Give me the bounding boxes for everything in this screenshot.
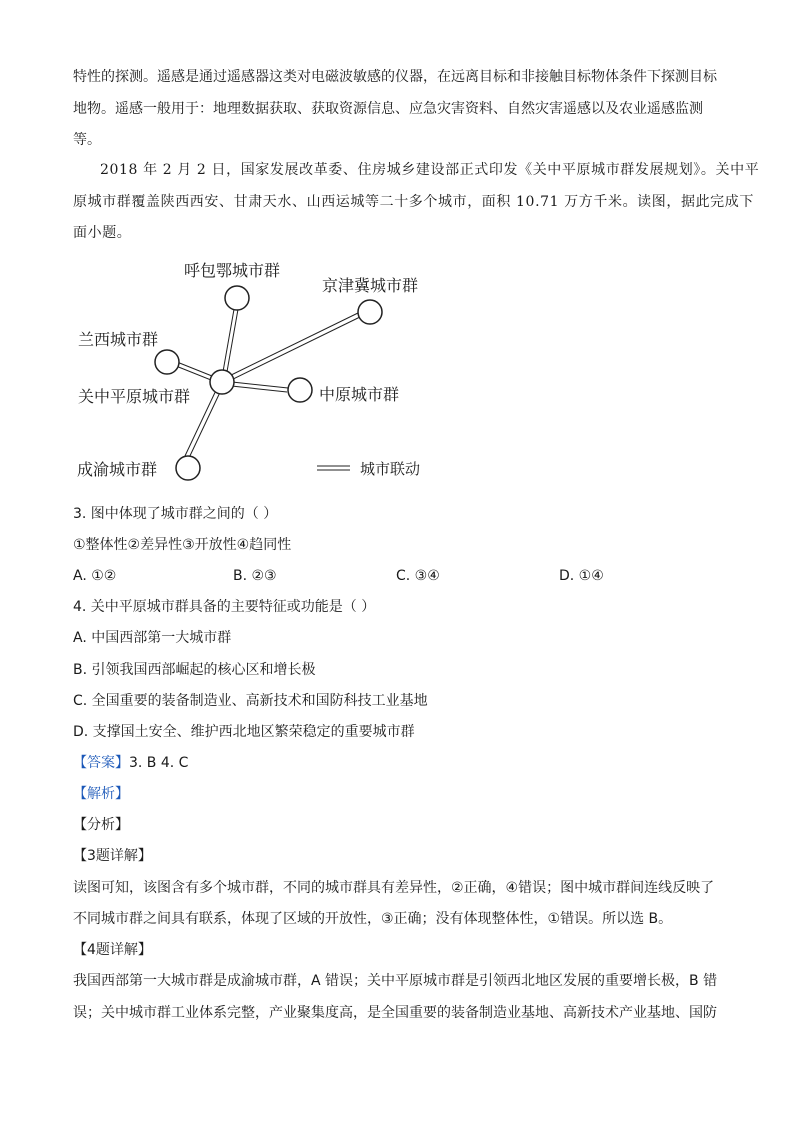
- q3-option-d[interactable]: D. ①④: [559, 568, 604, 584]
- q4-detail-heading: 【4题详解】: [73, 942, 152, 958]
- node-chengyu: [176, 456, 200, 480]
- q3-option-a[interactable]: A. ①②: [73, 568, 117, 584]
- answer-label: 【答案】: [73, 755, 129, 771]
- q4-option-b[interactable]: B. 引领我国西部崛起的核心区和增长极: [73, 662, 316, 678]
- q3-detail-heading: 【3题详解】: [73, 848, 152, 864]
- q4-stem: 4. 关中平原城市群具备的主要特征或功能是（ ）: [73, 599, 376, 615]
- passage-line-3: 面小题。: [73, 225, 132, 241]
- node-lanxi: [155, 350, 179, 374]
- label-hubaoe: 呼包鄂城市群: [184, 261, 281, 280]
- label-jingjinji: 京津冀城市群: [322, 276, 419, 295]
- q4-option-c[interactable]: C. 全国重要的装备制造业、高新技术和国防科技工业基地: [73, 693, 428, 709]
- q3-stem: 3. 图中体现了城市群之间的（ ）: [73, 506, 278, 522]
- intro-line-1: 特性的探测。遥感是通过遥感器这类对电磁波敏感的仪器，在远离目标和非接触目标物体条件下探测目标: [73, 69, 717, 85]
- city-cluster-diagram: [60, 250, 460, 490]
- q3-option-c[interactable]: C. ③④: [396, 568, 440, 584]
- node-zhongyuan: [288, 378, 312, 402]
- fenxi-heading: 【分析】: [73, 817, 129, 833]
- passage-line-1: 2018 年 2 月 2 日，国家发展改革委、住房城乡建设部正式印发《关中平原城市群发展规划》。关中平: [100, 162, 760, 178]
- q3-detail-line-1: 读图可知，该图含有多个城市群，不同的城市群具有差异性，②正确，④错误；图中城市群间连线反映了: [73, 880, 715, 896]
- label-center: 关中平原城市群: [78, 387, 191, 406]
- q3-choices: ①整体性②差异性③开放性④趋同性: [73, 537, 292, 553]
- label-chengyu: 成渝城市群: [77, 460, 158, 479]
- answer-text: 3. B 4. C: [129, 755, 189, 771]
- label-zhongyuan: 中原城市群: [319, 385, 400, 404]
- link-jingjinji: [221, 312, 360, 380]
- q3-option-b[interactable]: B. ②③: [233, 568, 277, 584]
- q3-detail-line-2: 不同城市群之间具有联系，体现了区域的开放性，③正确；没有体现整体性，①错误。所以选 B。: [73, 911, 673, 927]
- label-lanxi: 兰西城市群: [78, 330, 159, 349]
- q4-option-a[interactable]: A. 中国西部第一大城市群: [73, 630, 232, 646]
- node-center: [210, 370, 234, 394]
- q4-detail-line-1: 我国西部第一大城市群是成渝城市群，A 错误；关中平原城市群是引领西北地区发展的重要增长极，B 错: [73, 973, 718, 989]
- jiexi-heading: 【解析】: [73, 786, 129, 802]
- q4-detail-line-2: 误；关中城市群工业体系完整，产业聚集度高，是全国重要的装备制造业基地、高新技术产业基地、国防: [73, 1005, 717, 1021]
- q4-option-d[interactable]: D. 支撑国土安全、维护西北地区繁荣稳定的重要城市群: [73, 724, 415, 740]
- intro-line-3: 等。: [73, 132, 101, 148]
- node-jingjinji: [358, 300, 382, 324]
- intro-line-2: 地物。遥感一般用于：地理数据获取、获取资源信息、应急灾害资料、自然灾害遥感以及农业遥感监测: [73, 101, 703, 117]
- passage-line-2: 原城市群覆盖陕西西安、甘肃天水、山西运城等二十多个城市，面积 10.71 万方千米。读图，据此完成下: [73, 194, 754, 210]
- node-hubaoe: [225, 286, 249, 310]
- legend-label: 城市联动: [360, 460, 421, 478]
- answer-row: [73, 753, 188, 773]
